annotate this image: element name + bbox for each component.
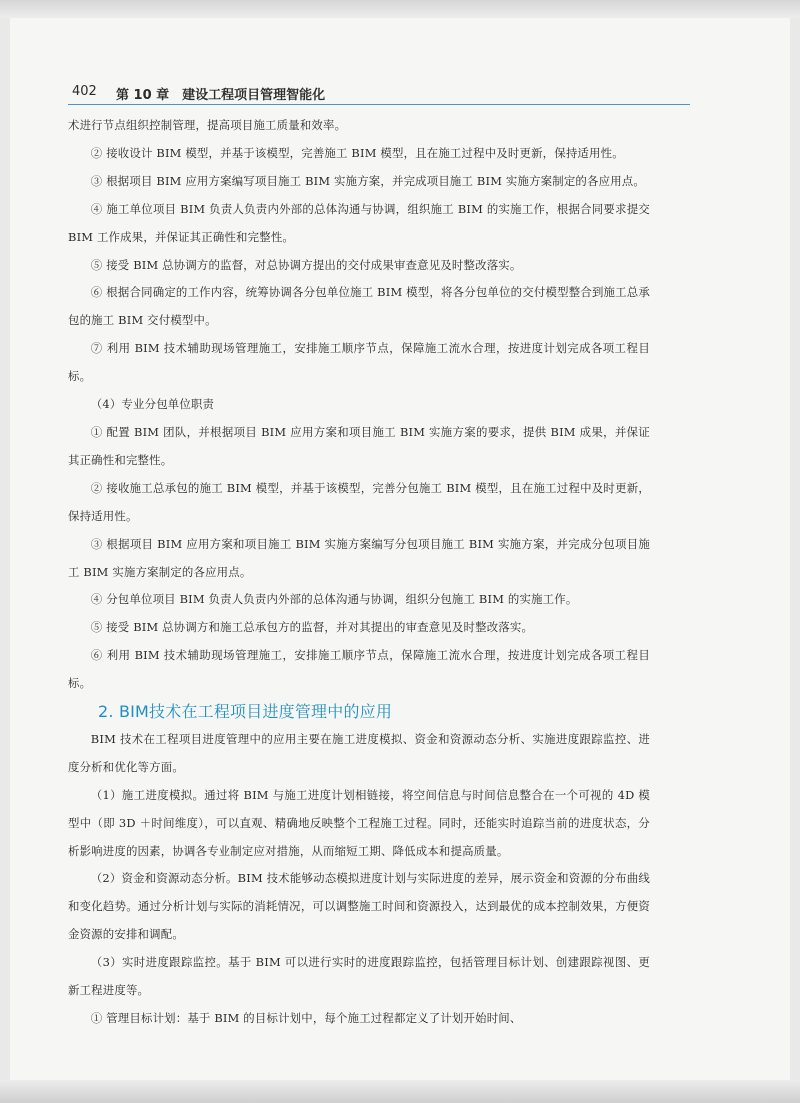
paragraph: ④ 施工单位项目 BIM 负责人负责内外部的总体沟通与协调，组织施工 BIM 的实施工作，根据合同要求提交 BIM 工作成果，并保证其正确性和完整性。 xyxy=(68,201,650,244)
paragraph: ① 管理目标计划：基于 BIM 的目标计划中，每个施工过程都定义了计划开始时间、 xyxy=(90,1011,522,1025)
body-text xyxy=(68,112,650,1033)
chapter-title: 第 10 章 建设工程项目管理智能化 xyxy=(116,88,326,103)
paragraph: ② 接收施工总承包的施工 BIM 模型，并基于该模型，完善分包施工 BIM 模型，且在施工过程中及时更新，保持适用性。 xyxy=(68,480,650,523)
paragraph: （3）实时进度跟踪监控。基于 BIM 可以进行实时的进度跟踪监控，包括管理目标计划、创建跟踪视图、更新工程进度等。 xyxy=(68,955,650,998)
paragraph: ③ 根据项目 BIM 应用方案和项目施工 BIM 实施方案编写分包项目施工 BIM 实施方案，并完成分包项目施工 BIM 实施方案制定的各应用点。 xyxy=(68,536,650,579)
paragraph: ② 接收设计 BIM 模型，并基于该模型，完善施工 BIM 模型，且在施工过程中及时更新，保持适用性。 xyxy=(90,145,624,160)
paragraph: ① 配置 BIM 团队，并根据项目 BIM 应用方案和项目施工 BIM 实施方案的要求，提供 BIM 成果，并保证其正确性和完整性。 xyxy=(68,424,650,467)
paragraph: ⑥ 利用 BIM 技术辅助现场管理施工，安排施工顺序节点，保障施工流水合理，按进度计划完成各项工程目标。 xyxy=(68,648,650,691)
paragraph: BIM 技术在工程项目进度管理中的应用主要在施工进度模拟、资金和资源动态分析、实施进度跟踪监控、进度分析和优化等方面。 xyxy=(68,731,650,774)
subsection-heading: （4）专业分包单位职责 xyxy=(90,397,215,412)
continued-paragraph: 术进行节点组织控制管理，提高项目施工质量和效率。 xyxy=(68,118,347,132)
scan-bottom-shadow xyxy=(0,1080,800,1103)
paragraph: （1）施工进度模拟。通过将 BIM 与施工进度计划相链接，将空间信息与时间信息整合在一个可视的 4D 模型中（即 3D ＋时间维度），可以直观、精确地反映整个工程施工过程。同时，还能实时追踪当前的进度状态，分析影响进度的因素，协调各专业制定应对措施，从而缩短工期、降低成本和提高质量。 xyxy=(68,787,650,858)
paragraph: ⑤ 接受 BIM 总协调方的监督，对总协调方提出的交付成果审查意见及时整改落实。 xyxy=(90,257,522,272)
page-number: 402 xyxy=(72,84,97,99)
scan-top-shadow xyxy=(0,0,800,18)
section-heading: 2. BIM技术在工程项目进度管理中的应用 xyxy=(98,702,393,722)
paragraph: ⑥ 根据合同确定的工作内容，统筹协调各分包单位施工 BIM 模型，将各分包单位的交付模型整合到施工总承包的施工 BIM 交付模型中。 xyxy=(68,285,650,328)
running-header xyxy=(68,80,690,105)
paragraph: ④ 分包单位项目 BIM 负责人负责内外部的总体沟通与协调，组织分包施工 BIM 的实施工作。 xyxy=(90,592,578,607)
paragraph: ③ 根据项目 BIM 应用方案编写项目施工 BIM 实施方案，并完成项目施工 BIM 实施方案制定的各应用点。 xyxy=(90,173,645,188)
paragraph: ⑤ 接受 BIM 总协调方和施工总承包方的监督，并对其提出的审查意见及时整改落实。 xyxy=(90,620,534,635)
paragraph: （2）资金和资源动态分析。BIM 技术能够动态模拟进度计划与实际进度的差异，展示资金和资源的分布曲线和变化趋势。通过分析计划与实际的消耗情况，可以调整施工时间和资源投入，达到最优的成本控制效果，方便资金资源的安排和调配。 xyxy=(68,871,650,942)
paragraph: ⑦ 利用 BIM 技术辅助现场管理施工，安排施工顺序节点，保障施工流水合理，按进度计划完成各项工程目标。 xyxy=(68,341,650,384)
